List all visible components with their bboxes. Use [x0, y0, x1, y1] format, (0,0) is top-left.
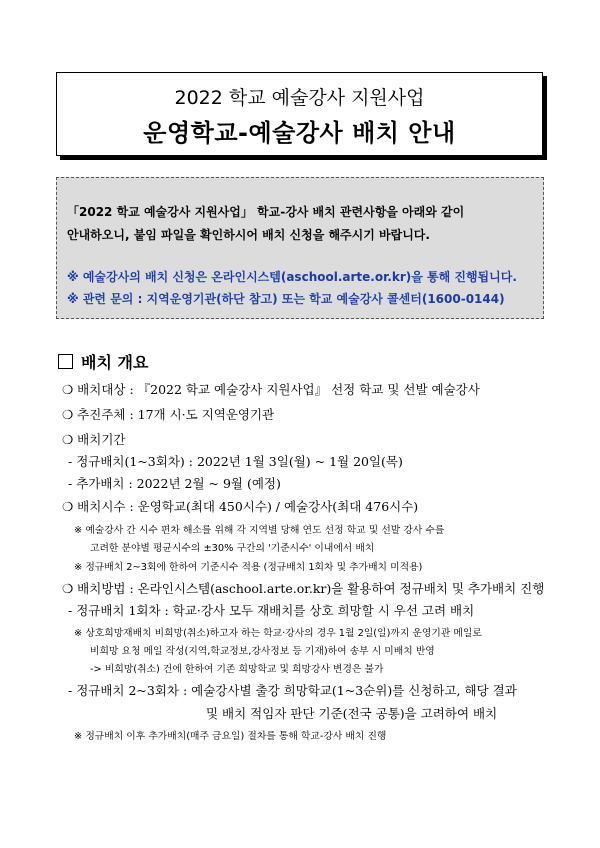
round1-note-b: 비희망 요청 메일 작성(지역,학교정보,강사정보 등 기재)하여 송부 시 미배치 반영	[90, 646, 435, 657]
notice-line-2: 안내하오니, 붙임 파일을 확인하시어 배치 신청을 해주시기 바랍니다.	[67, 228, 430, 242]
hours-note-1b: 고려한 분야별 평균시수의 ±30% 구간의 '기준시수' 이내에서 배치	[90, 543, 375, 554]
section-heading-text: 배치 개요	[81, 353, 149, 372]
item-target: ❍ 배치대상 : 『2022 학교 예술강사 지원사업』 선정 학교 및 선발 예술강사	[62, 382, 480, 397]
notice-box	[56, 177, 544, 319]
checkbox-square-icon	[58, 354, 73, 369]
hours-note-1a: ※ 예술강사 간 시수 편차 해소를 위해 각 지역별 당해 연도 선정 학교 및 선발 강사 수를	[74, 525, 445, 536]
notice-line-1: 「2022 학교 예술강사 지원사업」 학교-강사 배치 관련사항을 아래와 같이	[67, 205, 465, 219]
item-hours: ❍ 배치시수 : 운영학교(최대 450시수) / 예술강사(최대 476시수)	[62, 499, 419, 514]
item-method: ❍ 배치방법 : 온라인시스템(aschool.arte.or.kr)을 활용하여 정규배치 및 추가배치 진행	[62, 581, 545, 596]
title-line-1: 2022 학교 예술강사 지원사업	[174, 87, 425, 109]
title-box	[56, 72, 543, 156]
hours-note-2: ※ 정규배치 2~3회에 한하여 기준시수 적용 (정규배치 1회차 및 추가배치 미적용)	[74, 562, 423, 573]
item-host: ❍ 추진주체 : 17개 시·도 지역운영기관	[62, 407, 275, 422]
round1-note-a: ※ 상호희망재배치 비희망(취소)하고자 하는 학교·강사의 경우 1월 2일(일)까지 운영기관 메일로	[74, 628, 482, 639]
item-round1: - 정규배치 1회차 : 학교·강사 모두 재배치를 상호 희망할 시 우선 고려 배치	[68, 603, 475, 618]
item-period-extra: - 추가배치 : 2022년 2월 ~ 9월 (예정)	[68, 476, 281, 491]
title-line-2: 운영학교-예술강사 배치 안내	[143, 119, 456, 147]
section-heading	[58, 350, 148, 373]
item-round23-b: 및 배치 적임자 판단 기준(전국 공통)을 고려하여 배치	[206, 706, 498, 721]
item-period-regular: - 정규배치(1~3회차) : 2022년 1월 3일(월) ~ 1월 20일(목)	[68, 454, 403, 469]
notice-contact: ※ 관련 문의 : 지역운영기관(하단 참고) 또는 학교 예술강사 콜센터(1600-0144)	[67, 292, 505, 306]
notice-apply-online: ※ 예술강사의 배치 신청은 온라인시스템(aschool.arte.or.kr)을 통해 진행됩니다.	[67, 270, 517, 284]
item-period: ❍ 배치기간	[62, 432, 126, 447]
round1-note-c: -> 비희망(취소) 건에 한하여 기존 희망학교 및 희망강사 변경은 불가	[90, 664, 384, 675]
final-note: ※ 정규배치 이후 추가배치(매주 금요일) 절차를 통해 학교-강사 배치 진행	[74, 731, 387, 742]
item-round23-a: - 정규배치 2~3회차 : 예술강사별 출강 희망학교(1~3순위)를 신청하고, 해당 결과	[68, 683, 517, 698]
